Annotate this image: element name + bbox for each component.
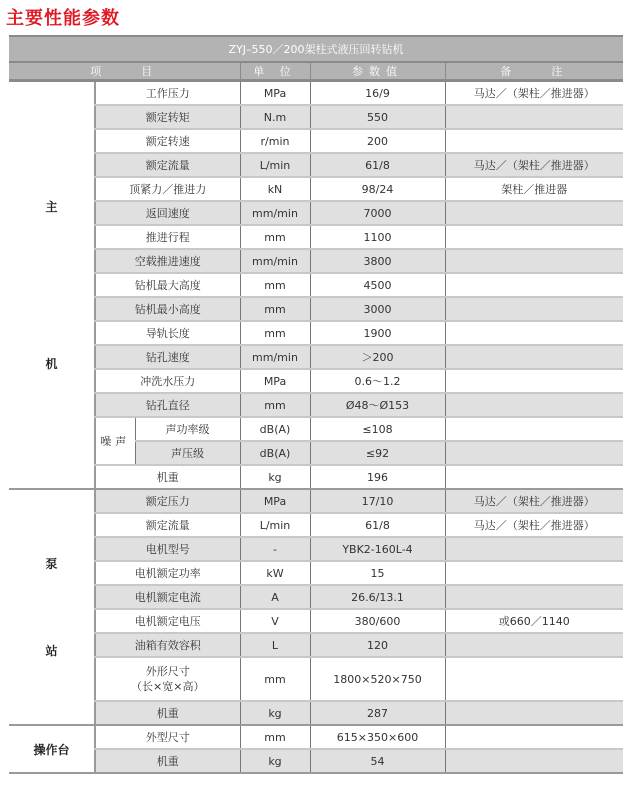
unit-cell: A [240,585,310,609]
group-main [9,81,95,490]
header-value: 参数值 [310,62,445,81]
unit-cell: L [240,633,310,657]
value-cell: 15 [310,561,445,585]
value-cell: 3800 [310,249,445,273]
item-cell: 机重 [95,465,240,489]
table-row [9,465,623,489]
value-cell: 287 [310,701,445,725]
remark-cell [445,249,623,273]
unit-cell: mm [240,725,310,749]
table-row [9,489,623,513]
remark-cell [445,393,623,417]
table-row [9,105,623,129]
table-row [9,513,623,537]
item-cell: 导轨长度 [95,321,240,345]
unit-cell: mm/min [240,345,310,369]
remark-cell [445,561,623,585]
unit-cell: V [240,609,310,633]
item-cell: 额定流量 [95,513,240,537]
remark-cell [445,225,623,249]
unit-cell: mm [240,657,310,701]
value-cell: 61/8 [310,513,445,537]
unit-cell: dB(A) [240,441,310,465]
table-row [9,345,623,369]
value-cell: YBK2-160L-4 [310,537,445,561]
unit-cell: kg [240,749,310,773]
unit-cell: r/min [240,129,310,153]
item-cell [95,657,240,701]
remark-cell: 架柱／推进器 [445,177,623,201]
item-cell: 电机型号 [95,537,240,561]
header-remark: 备 注 [445,62,623,81]
table-row [9,749,623,773]
value-cell: 380/600 [310,609,445,633]
table-row [9,585,623,609]
value-cell: 550 [310,105,445,129]
unit-cell: mm [240,321,310,345]
item-cell: 电机额定功率 [95,561,240,585]
remark-cell: 马达／（架柱／推进器） [445,489,623,513]
item-cell: 顶紧力／推进力 [95,177,240,201]
item-cell: 机重 [95,749,240,773]
remark-cell [445,725,623,749]
table-row [9,153,623,177]
item-cell: 电机额定电流 [95,585,240,609]
table-row [9,417,623,441]
remark-cell [445,273,623,297]
group-pump-label-2: 站 [45,644,58,658]
item-cell: 额定转矩 [95,105,240,129]
remark-cell [445,201,623,225]
remark-cell [445,537,623,561]
unit-cell: kg [240,465,310,489]
unit-cell: kN [240,177,310,201]
group-main-label-1: 主 [45,200,58,214]
value-cell: 1100 [310,225,445,249]
table-row [9,561,623,585]
unit-cell: MPa [240,489,310,513]
item-cell: 声功率级 [135,417,240,441]
value-cell: ≤92 [310,441,445,465]
unit-cell: mm/min [240,201,310,225]
value-cell: 54 [310,749,445,773]
item-cell: 返回速度 [95,201,240,225]
value-cell: 615×350×600 [310,725,445,749]
value-cell: 16/9 [310,81,445,106]
unit-cell: MPa [240,81,310,106]
table-row [9,129,623,153]
value-cell: Ø48～Ø153 [310,393,445,417]
item-line-1: 外形尺寸 [145,665,190,678]
item-cell: 额定流量 [95,153,240,177]
table-row [9,249,623,273]
remark-cell: 马达／（架柱／推进器） [445,153,623,177]
remark-cell [445,749,623,773]
item-cell: 空载推进速度 [95,249,240,273]
unit-cell: L/min [240,513,310,537]
table-row [9,321,623,345]
table-row [9,725,623,749]
value-cell: ＞200 [310,345,445,369]
header-item: 项 目 [9,62,240,81]
table-row [9,201,623,225]
value-cell: 3000 [310,297,445,321]
group-pump-label-1: 泵 [45,557,58,571]
item-cell: 额定压力 [95,489,240,513]
item-cell: 电机额定电压 [95,609,240,633]
remark-cell [445,105,623,129]
remark-cell [445,369,623,393]
remark-cell [445,321,623,345]
page-title: 主要性能参数 [6,8,120,29]
value-cell: 26.6/13.1 [310,585,445,609]
value-cell: 120 [310,633,445,657]
item-cell: 钻机最大高度 [95,273,240,297]
remark-cell [445,345,623,369]
remark-cell: 或660／1140 [445,609,623,633]
remark-cell [445,417,623,441]
unit-cell: N.m [240,105,310,129]
remark-cell [445,633,623,657]
value-cell: 17/10 [310,489,445,513]
item-line-2: （长×宽×高） [131,680,205,693]
value-cell: 7000 [310,201,445,225]
table-title: ZYJ–550／200架柱式液压回转钻机 [9,36,623,62]
item-cell: 机重 [95,701,240,725]
unit-cell: dB(A) [240,417,310,441]
table-row [9,273,623,297]
item-cell: 钻机最小高度 [95,297,240,321]
table-row [9,177,623,201]
value-cell: ≤108 [310,417,445,441]
item-cell: 油箱有效容积 [95,633,240,657]
table-row [9,81,623,106]
table-row [9,701,623,725]
table-row [9,537,623,561]
table-row [9,225,623,249]
unit-cell: kW [240,561,310,585]
unit-cell: MPa [240,369,310,393]
value-cell: 4500 [310,273,445,297]
remark-cell [445,441,623,465]
table-header-row [9,62,623,81]
item-cell: 钻孔直径 [95,393,240,417]
group-pump [9,489,95,725]
group-console: 操作台 [9,725,95,773]
value-cell: 1800×520×750 [310,657,445,701]
item-cell: 声压级 [135,441,240,465]
table-row [9,633,623,657]
item-cell: 推进行程 [95,225,240,249]
remark-cell: 马达／（架柱／推进器） [445,513,623,537]
remark-cell [445,701,623,725]
unit-cell: L/min [240,153,310,177]
table-row [9,369,623,393]
value-cell: 1900 [310,321,445,345]
unit-cell: mm/min [240,249,310,273]
item-cell: 外型尺寸 [95,725,240,749]
spec-table [9,35,623,774]
unit-cell: mm [240,273,310,297]
unit-cell: kg [240,701,310,725]
remark-cell [445,465,623,489]
remark-cell [445,129,623,153]
table-row [9,657,623,701]
item-cell: 冲洗水压力 [95,369,240,393]
item-cell: 钻孔速度 [95,345,240,369]
table-row [9,297,623,321]
remark-cell [445,585,623,609]
header-unit: 单 位 [240,62,310,81]
item-cell: 额定转速 [95,129,240,153]
group-main-label-2: 机 [45,357,58,371]
value-cell: 61/8 [310,153,445,177]
remark-cell: 马达／（架柱／推进器） [445,81,623,106]
item-cell: 工作压力 [95,81,240,106]
noise-label: 噪声 [95,417,135,465]
value-cell: 196 [310,465,445,489]
remark-cell [445,657,623,701]
unit-cell: mm [240,393,310,417]
unit-cell: mm [240,297,310,321]
unit-cell: mm [240,225,310,249]
table-row [9,393,623,417]
value-cell: 200 [310,129,445,153]
value-cell: 98/24 [310,177,445,201]
value-cell: 0.6～1.2 [310,369,445,393]
table-row [9,609,623,633]
remark-cell [445,297,623,321]
table-title-row [9,36,623,62]
unit-cell: - [240,537,310,561]
